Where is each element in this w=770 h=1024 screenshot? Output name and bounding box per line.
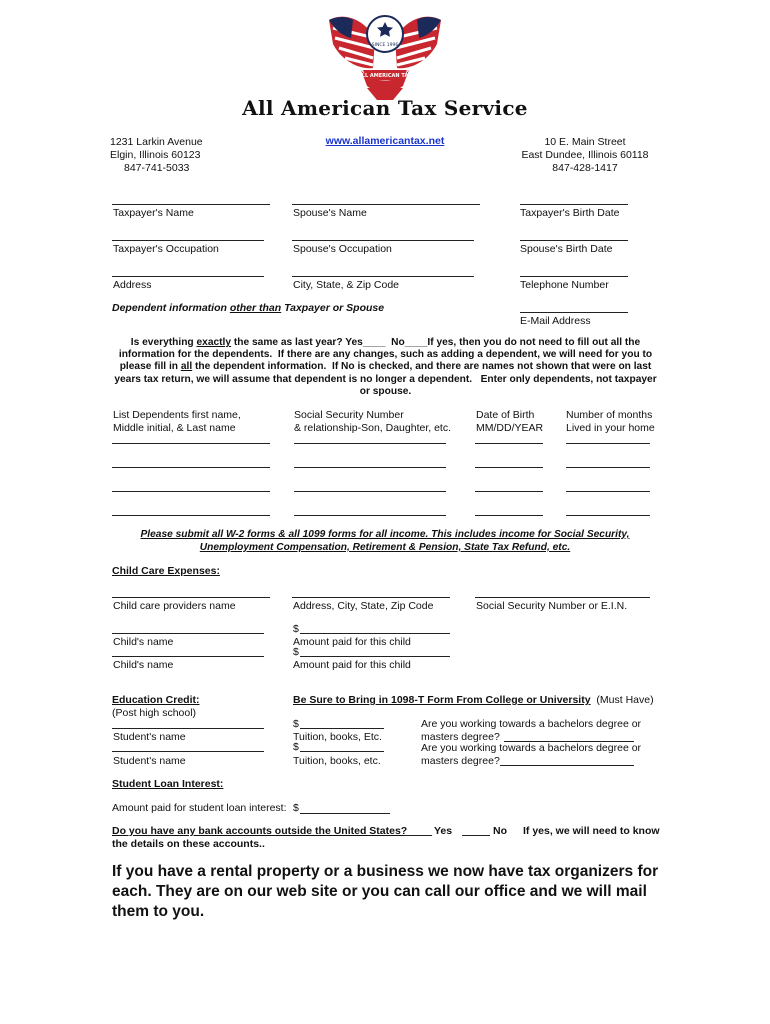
child-name-label: Child's name — [113, 636, 174, 648]
dependent-entry-line[interactable] — [566, 515, 650, 516]
dependent-name-header: List Dependents first name, Middle initial, & Last name — [113, 409, 241, 434]
student-name-label: Student's name — [113, 731, 186, 743]
child-name-line[interactable] — [112, 633, 264, 634]
dependent-entry-line[interactable] — [566, 467, 650, 468]
child-amount-line[interactable] — [300, 633, 450, 634]
address-label: Address — [113, 279, 152, 291]
dependent-entry-line[interactable] — [566, 491, 650, 492]
city-state-zip-line[interactable] — [292, 276, 474, 277]
email-label: E-Mail Address — [520, 315, 591, 327]
occupation-line[interactable] — [112, 240, 264, 241]
spouse-birth-date-line[interactable] — [520, 240, 628, 241]
spouse-name-line[interactable] — [292, 204, 480, 205]
address-line: East Dundee, Illinois 60118 — [521, 149, 649, 161]
address-line: 847-428-1417 — [552, 162, 618, 174]
birth-date-label: Taxpayer's Birth Date — [520, 207, 620, 219]
degree-answer-line[interactable] — [500, 765, 634, 766]
company-name: All American Tax Service — [242, 96, 528, 120]
student-loan-heading: Student Loan Interest: — [112, 778, 224, 790]
company-logo — [323, 8, 447, 104]
dependent-entry-line[interactable] — [112, 443, 270, 444]
dependent-entry-line[interactable] — [475, 515, 543, 516]
degree-question: Are you working towards a bachelors degree or — [421, 742, 642, 754]
child-amount-label: Amount paid for this child — [293, 659, 411, 671]
child-amount-label: Amount paid for this child — [293, 636, 411, 648]
tuition-label: Tuition, books, etc. — [293, 755, 381, 767]
education-subheading: (Post high school) — [112, 707, 197, 719]
foreign-bank-question: Do you have any bank accounts outside the United States? — [112, 825, 408, 837]
dollar-sign: $ — [293, 741, 299, 753]
svg-text:ALL AMERICAN TAX: ALL AMERICAN TAX — [357, 73, 413, 79]
child-amount-line[interactable] — [300, 656, 450, 657]
telephone-label: Telephone Number — [520, 279, 609, 291]
taxpayer-name-label: Taxpayer's Name — [113, 207, 194, 219]
tuition-amount-line[interactable] — [300, 728, 384, 729]
telephone-line[interactable] — [520, 276, 628, 277]
dollar-sign: $ — [293, 646, 299, 658]
foreign-bank-note: If yes, we will need to know — [523, 825, 660, 837]
provider-ssn-line[interactable] — [475, 597, 650, 598]
foreign-bank-no-line[interactable] — [462, 835, 490, 836]
email-line[interactable] — [520, 312, 628, 313]
dependent-entry-line[interactable] — [475, 467, 543, 468]
address-line: 1231 Larkin Avenue — [110, 136, 203, 148]
address-line: 847-741-5033 — [124, 162, 190, 174]
city-state-zip-label: City, State, & Zip Code — [293, 279, 400, 291]
tuition-amount-line[interactable] — [300, 751, 384, 752]
bring-1098t-notice: Be Sure to Bring in 1098-T Form From College or University (Must Have) — [293, 694, 654, 706]
student-name-line[interactable] — [112, 728, 264, 729]
dependents-notice: Is everything exactly the same as last year? Yes____ No____If yes, then you do not need to fill out all the information for the dependents. If there are any changes, such as adding a dependent, we will need for you to please fill in all the dependent information. If No is checked, and there are names not shown that were on last years tax return, we will assume that dependent is no longer a dependent. Enter only dependents, not taxpayer or spouse. — [114, 337, 657, 397]
dollar-sign: $ — [293, 802, 299, 814]
dependent-entry-line[interactable] — [475, 443, 543, 444]
svg-text:SINCE 1996: SINCE 1996 — [371, 43, 399, 48]
degree-question: Are you working towards a bachelors degree or — [421, 718, 642, 730]
dependent-entry-line[interactable] — [112, 467, 270, 468]
provider-name-line[interactable] — [112, 597, 270, 598]
spouse-birth-date-label: Spouse's Birth Date — [520, 243, 613, 255]
address-line: 10 E. Main Street — [544, 136, 626, 148]
address-line-field[interactable] — [112, 276, 264, 277]
child-name-line[interactable] — [112, 656, 264, 657]
student-loan-amount-line[interactable] — [300, 813, 390, 814]
provider-address-line[interactable] — [292, 597, 450, 598]
occupation-label: Taxpayer's Occupation — [113, 243, 219, 255]
dependent-entry-line[interactable] — [566, 443, 650, 444]
taxpayer-name-line[interactable] — [112, 204, 270, 205]
foreign-bank-details: the details on these accounts.. — [112, 838, 265, 850]
dependent-entry-line[interactable] — [475, 491, 543, 492]
dependent-dob-header: Date of Birth MM/DD/YEAR — [476, 409, 544, 434]
w2-notice: Please submit all W-2 forms & all 1099 forms for all income. This includes income for Social Security, Unemployment Compensation, Retirement & Pension, State Tax Refund, etc. — [140, 529, 630, 553]
dependent-entry-line[interactable] — [294, 443, 446, 444]
right-office-address — [510, 136, 660, 175]
address-line: Elgin, Illinois 60123 — [110, 149, 201, 161]
dependent-months-header: Number of months Lived in your home — [566, 409, 655, 434]
spouse-occupation-line[interactable] — [292, 240, 474, 241]
degree-question: masters degree? — [421, 731, 500, 743]
foreign-bank-no-label: No — [493, 825, 507, 837]
child-name-label: Child's name — [113, 659, 174, 671]
dependent-entry-line[interactable] — [294, 467, 446, 468]
provider-name-label: Child care providers name — [113, 600, 236, 612]
dependent-heading: Dependent information other than Taxpayer or Spouse — [112, 302, 385, 314]
birth-date-line[interactable] — [520, 204, 628, 205]
website-link[interactable]: www.allamericantax.net — [325, 135, 445, 147]
left-office-address — [110, 136, 203, 175]
dependent-ssn-header: Social Security Number & relationship-Son, Daughter, etc. — [294, 409, 452, 434]
dollar-sign: $ — [293, 623, 299, 635]
foreign-bank-yes-line[interactable] — [404, 835, 432, 836]
student-name-line[interactable] — [112, 751, 264, 752]
foreign-bank-yes-label: Yes — [434, 825, 453, 837]
education-heading: Education Credit: — [112, 694, 200, 706]
dependent-entry-line[interactable] — [294, 515, 446, 516]
student-name-label: Student's name — [113, 755, 186, 767]
dollar-sign: $ — [293, 718, 299, 730]
spouse-occupation-label: Spouse's Occupation — [293, 243, 392, 255]
degree-question: masters degree? — [421, 755, 500, 767]
dependent-entry-line[interactable] — [294, 491, 446, 492]
tuition-label: Tuition, books, Etc. — [293, 731, 382, 743]
child-care-heading: Child Care Expenses: — [112, 565, 220, 577]
dependent-entry-line[interactable] — [112, 491, 270, 492]
student-loan-amount-label: Amount paid for student loan interest: — [112, 802, 287, 814]
spouse-name-label: Spouse's Name — [293, 207, 367, 219]
closing-message: If you have a rental property or a business we now have tax organizers for each. They are on our web site or you can call our office and we will mail them to you. — [112, 863, 659, 920]
dependent-entry-line[interactable] — [112, 515, 270, 516]
provider-address-label: Address, City, State, Zip Code — [293, 600, 434, 612]
provider-ssn-label: Social Security Number or E.I.N. — [476, 600, 628, 612]
